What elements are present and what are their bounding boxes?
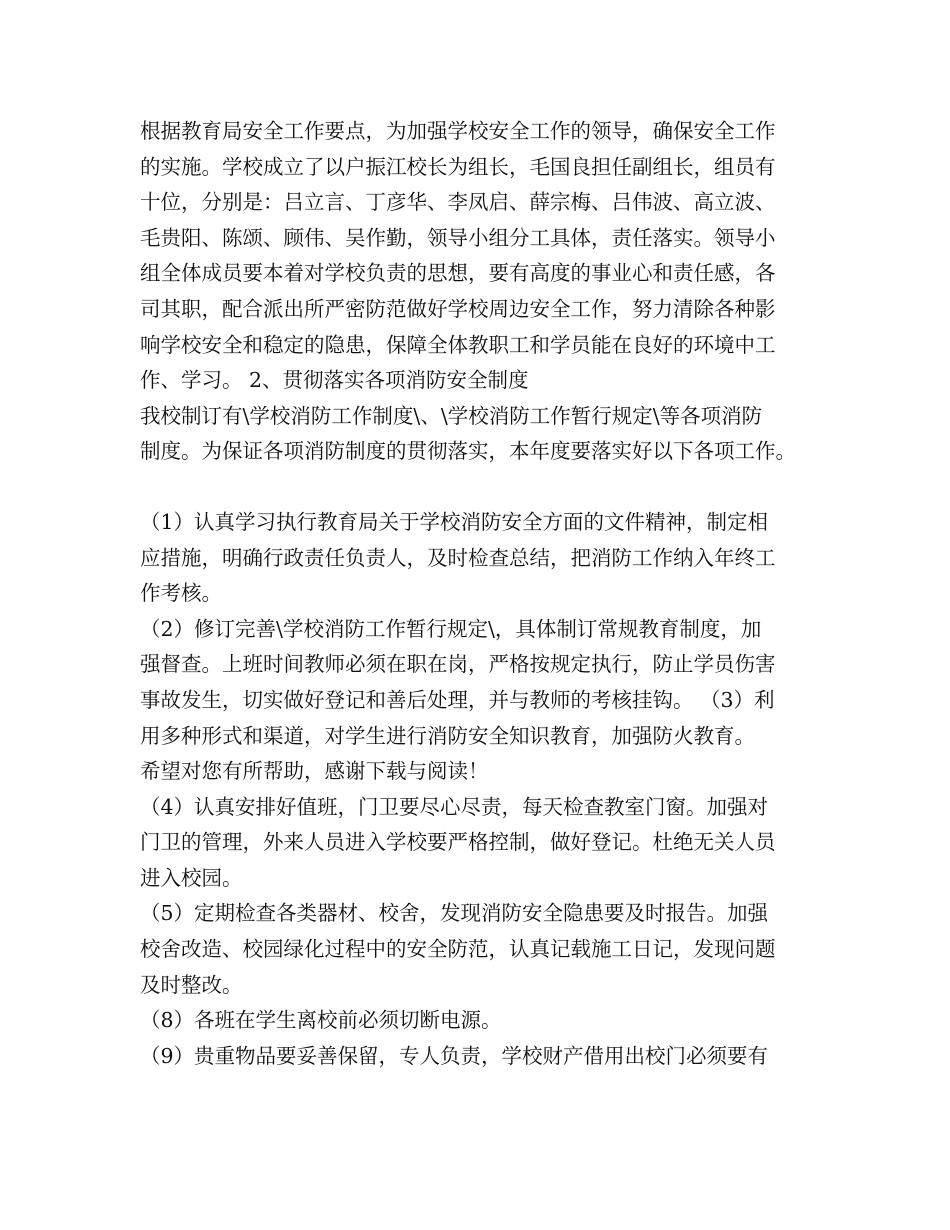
text-line: 作考核。 <box>140 581 222 606</box>
text-line: 根据教育局安全工作要点，为加强学校安全工作的领导，确保安全工作 <box>140 119 776 143</box>
text-line: （9）贵重物品要妥善保留，专人负责，学校财产借用出校门必须要有 <box>140 1043 769 1068</box>
text-line: 门卫的管理，外来人员进入学校要严格控制，做好登记。杜绝无关人员 <box>140 830 776 855</box>
text-line: 及时整改。 <box>140 972 243 997</box>
text-line: （4）认真安排好值班，门卫要尽心尽责，每天检查教室门窗。加强对 <box>140 794 769 819</box>
text-line: 响学校安全和稳定的隐患，保障全体教职工和学员能在良好的环境中工 <box>140 332 776 357</box>
text-line: 应措施，明确行政责任负责人，及时检查总结，把消防工作纳入年终工 <box>140 545 776 570</box>
text-line: 事故发生，切实做好登记和善后处理，并与教师的考核挂钩。 （3）利 <box>140 687 775 712</box>
text-line: 司其职，配合派出所严密防范做好学校周边安全工作，努力清除各种影 <box>140 296 776 321</box>
text-line: 十位，分别是：吕立言、丁彦华、李凤启、薛宗梅、吕伟波、高立波、 <box>140 190 776 215</box>
text-line: 作、学习。 2、贯彻落实各项消防安全制度 <box>140 368 529 393</box>
text-line: 制度。为保证各项消防制度的贯彻落实，本年度要落实好以下各项工作。 <box>140 439 796 464</box>
text-line: （1）认真学习执行教育局关于学校消防安全方面的文件精神，制定相 <box>140 509 769 534</box>
text-line: 用多种形式和渠道，对学生进行消防安全知识教育，加强防火教育。 <box>140 723 755 748</box>
text-line: 校舍改造、校园绿化过程中的安全防范，认真记载施工日记，发现问题 <box>140 937 776 962</box>
text-line: （5）定期检查各类器材、校舍，发现消防安全隐患要及时报告。加强 <box>140 901 769 926</box>
text-line: 的实施。学校成立了以户振江校长为组长，毛国良担任副组长，组员有 <box>140 154 776 179</box>
text-line: 组全体成员要本着对学校负责的思想，要有高度的事业心和责任感，各 <box>140 261 776 286</box>
paragraph-gap <box>140 470 840 505</box>
text-line: 毛贵阳、陈颂、顾伟、吴作勤，领导小组分工具体，责任落实。领导小 <box>140 225 776 250</box>
document-body <box>140 114 840 1074</box>
text-line: 进入校园。 <box>140 865 243 890</box>
text-line: 希望对您有所帮助，感谢下载与阅读！ <box>140 759 489 784</box>
text-line: （2）修订完善\学校消防工作暂行规定\，具体制订常规教育制度，加 <box>140 616 762 641</box>
text-line: （8）各班在学生离校前必须切断电源。 <box>140 1008 502 1033</box>
text-line: 我校制订有\学校消防工作制度\、\学校消防工作暂行规定\等各项消防 <box>140 403 763 428</box>
text-line: 强督查。上班时间教师必须在职在岗，严格按规定执行，防止学员伤害 <box>140 652 776 677</box>
